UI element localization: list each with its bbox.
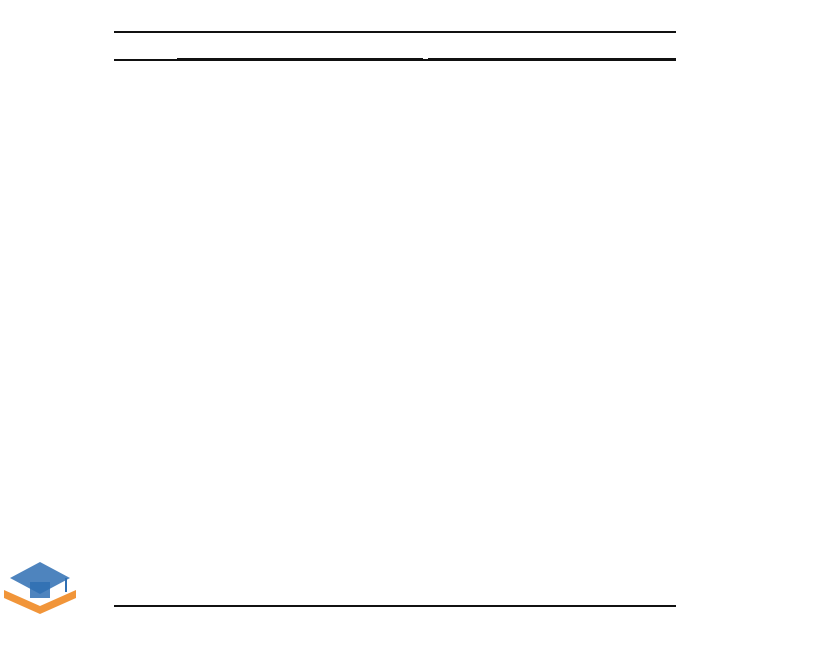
dependent-variable-row [114,85,676,109]
top-rule [114,31,676,33]
column-number-row [114,61,676,85]
graduation-cap-logo-icon [0,548,260,618]
